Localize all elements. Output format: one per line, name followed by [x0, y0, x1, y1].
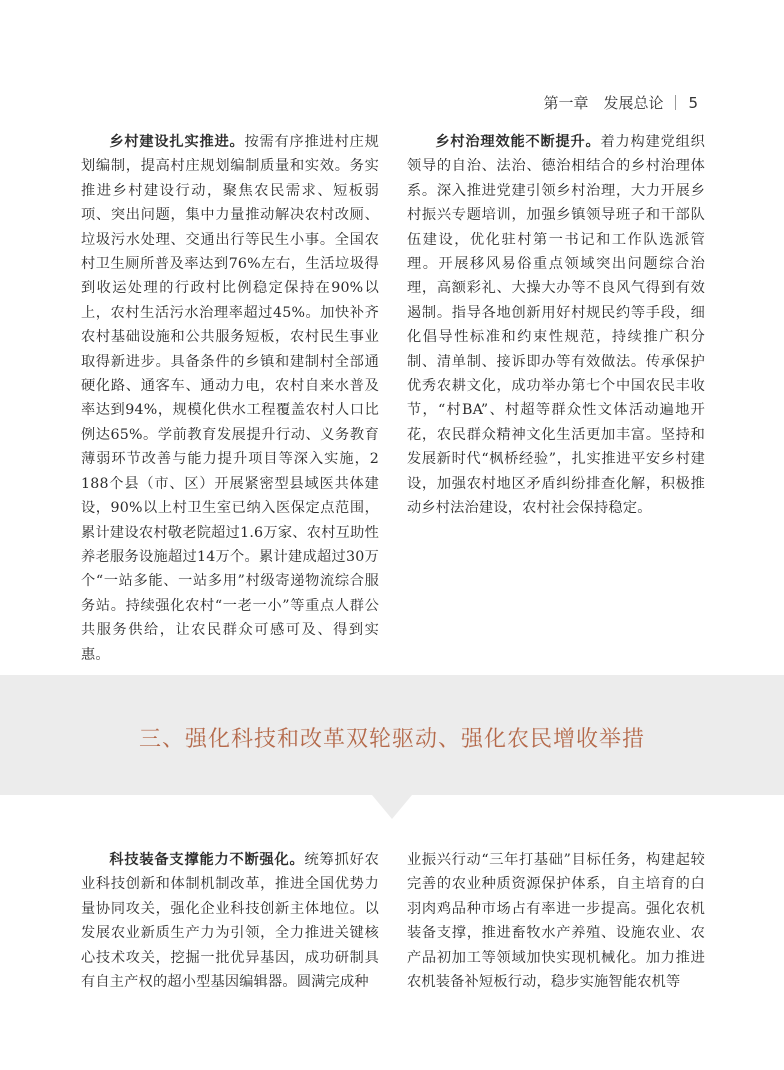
- top-column-left: [81, 130, 379, 667]
- paragraph-continuation: 业振兴行动“三年打基础”目标任务，构建起较完善的农业种质资源保护体系，自主培育的白羽肉鸡品种市场占有率进一步提高。强化农机装备支撑，推进畜牧水产养殖、设施农业、农产品初加工等领域加快实现机械化。加力推进农机装备补短板行动，稳步实施智能农机等: [407, 852, 705, 991]
- running-header: [543, 92, 698, 113]
- paragraph-lead: 乡村建设扎实推进。: [109, 134, 245, 150]
- bottom-column-right: [407, 848, 705, 994]
- section-notch: [372, 795, 412, 819]
- paragraph-tech-equipment: [81, 848, 379, 994]
- chapter-title: 第一章 发展总论: [543, 94, 664, 112]
- bottom-column-left: [81, 848, 379, 994]
- page-number: 5: [688, 93, 698, 112]
- paragraph-body: 按需有序推进村庄规划编制，提高村庄规划编制质量和实效。务实推进乡村建设行动，聚焦农民需求、短板弱项、突出问题，集中力量推动解决农村改厕、垃圾污水处理、交通出行等民生小事。全国农村卫生厕所普及率达到76%左右，生活垃圾得到收运处理的行政村比例稳定保持在90%以上，农村生活污水治理率超过45%。加快补齐农村基础设施和公共服务短板，农村民生事业取得新进步。具备条件的乡镇和建制村全部通硬化路、通客车、通动力电，农村自来水普及率达到94%，规模化供水工程覆盖农村人口比例达65%。学前教育发展提升行动、义务教育薄弱环节改善与能力提升项目等深入实施，2 188个县（市、区）开展紧密型县域医共体建设，90%以上村卫生室已纳入医保定点范围，累计建设农村敬老院超过1.6万家、农村互助性养老服务设施超过14万个。累计建成超过30万个“一站多能、一站多用”村级寄递物流综合服务站。持续强化农村“一老一小”等重点人群公共服务供给，让农民群众可感可及、得到实惠。: [81, 134, 379, 663]
- top-column-right: [407, 130, 705, 521]
- paragraph-lead: 科技装备支撑能力不断强化。: [109, 852, 305, 868]
- paragraph-lead: 乡村治理效能不断提升。: [435, 134, 601, 150]
- paragraph-body: 着力构建党组织领导的自治、法治、德治相结合的乡村治理体系。深入推进党建引领乡村治理，大力开展乡村振兴专题培训，加强乡镇领导班子和干部队伍建设，优化驻村第一书记和工作队选派管理。开展移风易俗重点领域突出问题综合治理，高额彩礼、大操大办等不良风气得到有效遏制。指导各地创新用好村规民约等手段，细化倡导性标准和约束性规范，持续推广积分制、清单制、接诉即办等有效做法。传承保护优秀农耕文化，成功举办第七个中国农民丰收节，“村BA”、村超等群众性文体活动遍地开花，农民群众精神文化生活更加丰富。坚持和发展新时代“枫桥经验”，扎实推进平安乡村建设，加强农村地区矛盾纠纷排查化解，积极推动乡村法治建设，农村社会保持稳定。: [407, 134, 705, 517]
- paragraph-body: 统筹抓好农业科技创新和体制机制改革，推进全国优势力量协同攻关，强化企业科技创新主体地位。以发展农业新质生产力为引领，全力推进关键核心技术攻关，挖掘一批优异基因，成功研制具有自主产权的超小型基因编辑器。圆满完成种: [81, 852, 379, 991]
- section-title: 三、强化科技和改革双轮驱动、强化农民增收举措: [138, 727, 645, 752]
- paragraph-rural-construction: [81, 130, 379, 667]
- header-divider: [675, 95, 676, 110]
- paragraph-rural-governance: [407, 130, 705, 521]
